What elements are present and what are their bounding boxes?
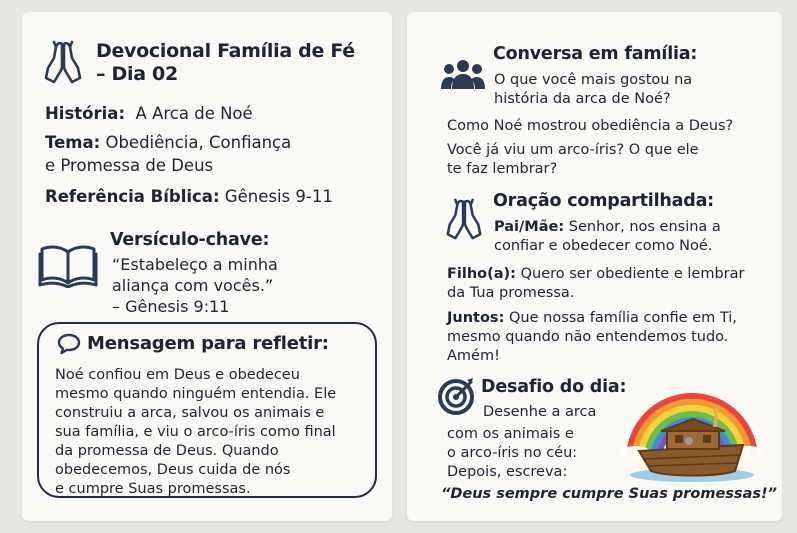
desafio-line: com os animais e [447,426,574,442]
conversa-q3-line2: te faz lembrar? [447,161,558,177]
oracao-pai: Pai/Mãe: Senhor, nos ensina a confiar e obedecer como Noé. [494,219,721,254]
desafio-quote-text: Deus sempre cumpre Suas promessas! [450,486,768,502]
versiculo-text [112,254,278,317]
mensagem-line: mesmo quando ninguém entendia. Ele [55,386,337,402]
mensagem-line: sua família, e viu o arco-íris como final [55,424,336,440]
desafio-line: Depois, escreva: [447,464,568,480]
mensagem-body [55,366,336,499]
conversa-q1 [494,71,692,109]
page-title: Devocional Família de Fé – Dia 02 [96,40,355,85]
referencia-value: Gênesis 9-11 [224,187,333,206]
left-panel [22,12,392,521]
open-book-icon [38,242,98,288]
pai-line2: confiar e obedecer como Noé. [494,238,713,254]
desafio-line: o arco-íris no céu: [447,445,578,461]
juntos-line2: mesmo quando não entendemos tudo. [447,329,729,345]
family-icon [441,59,485,91]
pai-label: Pai/Mãe [494,219,559,235]
mensagem-line: construiu a arca, salvou os animais e [55,405,325,421]
tema-label: Tema [45,133,94,152]
conversa-q3 [447,141,699,179]
praying-hands-icon [44,38,82,84]
praying-hands-icon [445,196,483,240]
mensagem-line: da promessa de Deus. Quando [55,443,279,459]
mensagem-line: obedecemos, Deus cuida de nós [55,462,291,478]
target-icon [437,376,477,416]
desafio-title: Desafio do dia: [481,377,627,397]
conversa-q3-line1: Você já viu um arco-íris? O que ele [447,142,699,158]
oracao-title: Oração compartilhada: [493,191,714,211]
tema-value-line2: e Promessa de Deus [45,156,214,175]
mensagem-line: Noé confiou em Deus e obedeceu [55,367,300,383]
conversa-q1-line1: O que você mais gostou na [494,72,693,88]
pai-line1: Senhor, nos ensina a [568,219,721,235]
desafio-line1: Desenhe a arca [483,404,597,420]
versiculo-line1: “Estabeleço a minha [112,255,278,274]
juntos-label: Juntos [447,310,499,326]
versiculo-reference: – Gênesis 9:11 [112,297,230,316]
desafio-lines [447,425,577,482]
oracao-juntos: Juntos: Que nossa família confie em Ti, mesmo quando não entendemos tudo. Amém! [447,310,737,364]
tema-block: Tema: Obediência, Confiança e Promessa de Deus [45,133,292,175]
historia-label: História [45,104,119,123]
speech-bubble-icon [57,333,81,355]
desafio-quote: “Deus sempre cumpre Suas promessas!” [441,486,777,502]
versiculo-title: Versículo-chave: [110,230,270,250]
conversa-title: Conversa em família: [493,44,698,64]
mensagem-line: e cumpre Suas promessas. [55,481,251,497]
filho-line2: da Tua promessa. [447,285,575,301]
juntos-line1: Que nossa família confie em Ti, [509,310,737,326]
filho-line1: Quero ser obediente e lembrar [520,266,745,282]
referencia-line: Referência Bíblica: Gênesis 9-11 [45,187,333,206]
mensagem-title: Mensagem para refletir: [87,333,329,354]
historia-line: História: A Arca de Noé [45,104,253,123]
rainbow-ark-illustration [617,367,767,487]
referencia-label: Referência Bíblica [45,187,213,206]
tema-value-line1: Obediência, Confiança [105,133,292,152]
historia-value: A Arca de Noé [135,104,253,123]
right-panel [407,12,782,521]
conversa-q2: Como Noé mostrou obediência a Deus? [447,118,734,134]
juntos-line3: Amém! [447,348,500,364]
oracao-filho: Filho(a): Quero ser obediente e lembrar da Tua promessa. [447,266,745,301]
versiculo-line2: aliança com vocês.” [112,276,274,295]
filho-label: Filho(a) [447,266,511,282]
mensagem-box [37,322,377,498]
conversa-q1-line2: história da arca de Noé? [494,91,671,107]
